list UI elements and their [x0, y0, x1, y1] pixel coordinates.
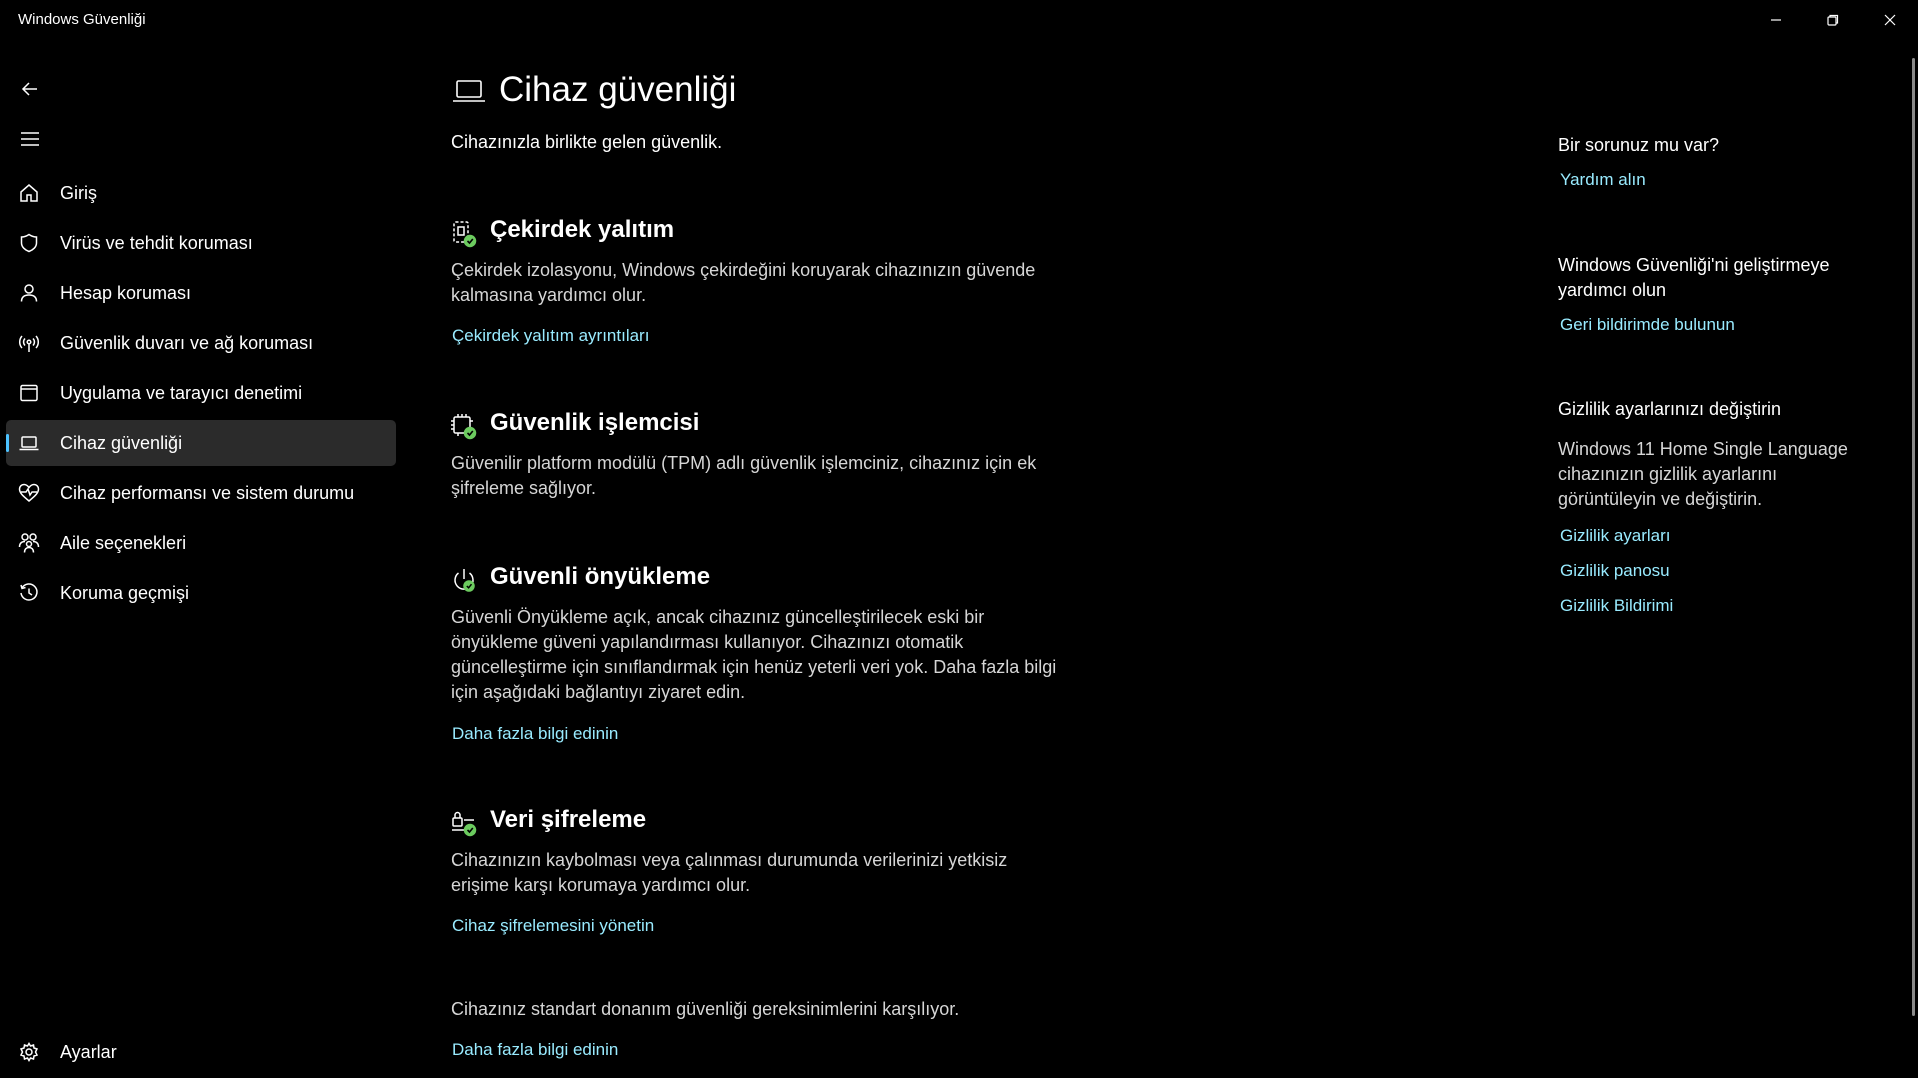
- sidebar-item-account-protection[interactable]: [6, 270, 396, 316]
- laptop-icon: [18, 432, 40, 454]
- back-button[interactable]: [12, 71, 48, 107]
- privacy-description: Windows 11 Home Single Language cihazınızın gizlilik ayarlarını görüntüleyin ve değiştirin.: [1558, 439, 1848, 509]
- sidebar-item-label: Aile seçenekleri: [60, 532, 187, 553]
- close-button[interactable]: [1862, 0, 1918, 40]
- app-window-icon: [18, 382, 40, 404]
- hardware-requirements-text: Cihazınız standart donanım güvenliği gereksinimlerini karşılıyor.: [451, 999, 960, 1019]
- privacy-heading: Gizlilik ayarlarınızı değiştirin: [1558, 399, 1782, 419]
- sidebar-item-device-performance[interactable]: [6, 470, 396, 516]
- section-description: Güvenli Önyükleme açık, ancak cihazınız güncelleştirilecek eski bir önyükleme güveni yapılandırması kullanıyor. Cihazınızı otomatik güncelleştirme için sınıflandırmak için henüz yeterli veri yok. Daha fazla bilgi için aşağıdaki bağlantıyı ziyaret edin.: [451, 607, 1057, 702]
- improve-heading: Windows Güvenliği'ni geliştirmeye yardımcı olun: [1558, 255, 1830, 300]
- sidebar-item-firewall[interactable]: [6, 320, 396, 366]
- laptop-icon: [452, 78, 486, 111]
- get-help-link[interactable]: Yardım alın: [1560, 170, 1646, 189]
- sidebar-item-app-browser-control[interactable]: [6, 370, 396, 416]
- section-title: Güvenlik işlemcisi: [490, 409, 700, 436]
- family-icon: [18, 532, 40, 554]
- menu-button[interactable]: [12, 121, 48, 157]
- sidebar: [0, 40, 400, 1078]
- privacy-dashboard-link[interactable]: Gizlilik panosu: [1560, 561, 1670, 580]
- heart-pulse-icon: [18, 482, 40, 504]
- nav-list: [6, 170, 396, 620]
- sidebar-item-label: Cihaz güvenliği: [60, 432, 183, 453]
- sidebar-item-label: Uygulama ve tarayıcı denetimi: [60, 382, 303, 403]
- give-feedback-link[interactable]: Geri bildirimde bulunun: [1560, 315, 1735, 334]
- close-icon: [1884, 14, 1896, 26]
- section-description: Cihazınızın kaybolması veya çalınması durumunda verilerinizi yetkisiz erişime karşı korumaya yardımcı olur.: [451, 850, 1008, 895]
- home-icon: [18, 182, 40, 204]
- minimize-icon: [1770, 14, 1782, 26]
- app-title: Windows Güvenliği: [18, 11, 146, 28]
- sidebar-item-protection-history[interactable]: [6, 570, 396, 616]
- core-isolation-details-link[interactable]: Çekirdek yalıtım ayrıntıları: [452, 326, 650, 345]
- chip-check-icon: [450, 413, 478, 441]
- section-description: Çekirdek izolasyonu, Windows çekirdeğini koruyarak cihazınızın güvende kalmasına yardımcı olur.: [451, 260, 1036, 305]
- restore-icon: [1827, 14, 1839, 26]
- history-icon: [18, 582, 40, 604]
- power-icon: [450, 567, 478, 595]
- sidebar-item-virus-protection[interactable]: [6, 220, 396, 266]
- footer-learn-more-link[interactable]: Daha fazla bilgi edinin: [452, 1040, 619, 1059]
- section-title: Veri şifreleme: [490, 806, 647, 833]
- manage-device-encryption-link[interactable]: Cihaz şifrelemesini yönetin: [452, 916, 655, 935]
- privacy-settings-link[interactable]: Gizlilik ayarları: [1560, 526, 1671, 545]
- page-title: Cihaz güvenliği: [499, 70, 737, 109]
- page-subtitle: Cihazınızla birlikte gelen güvenlik.: [451, 132, 723, 152]
- core-isolation-check-icon: [450, 220, 478, 248]
- section-title: Çekirdek yalıtım: [490, 216, 675, 243]
- sidebar-item-label: Hesap koruması: [60, 282, 192, 303]
- help-heading: Bir sorunuz mu var?: [1558, 135, 1720, 155]
- wireless-icon: [18, 332, 40, 354]
- gear-icon: [18, 1041, 40, 1063]
- section-title: Güvenli önyükleme: [490, 563, 711, 590]
- encryption-check-icon: [450, 810, 478, 838]
- sidebar-item-label: Virüs ve tehdit koruması: [60, 232, 253, 253]
- scrollbar[interactable]: [1912, 58, 1915, 1016]
- sidebar-item-label: Koruma geçmişi: [60, 582, 190, 603]
- sidebar-item-settings[interactable]: [6, 1029, 396, 1075]
- section-description: Güvenilir platform modülü (TPM) adlı güvenlik işlemciniz, cihazınız için ek şifreleme sağlıyor.: [451, 453, 1037, 498]
- sidebar-item-home[interactable]: [6, 170, 396, 216]
- minimize-button[interactable]: [1748, 0, 1804, 40]
- sidebar-item-label: Cihaz performansı ve sistem durumu: [60, 482, 355, 503]
- title-bar: [0, 0, 1918, 40]
- sidebar-item-label: Giriş: [60, 182, 97, 203]
- sidebar-item-label: Ayarlar: [60, 1041, 117, 1062]
- sidebar-item-device-security[interactable]: [6, 420, 396, 466]
- secure-boot-learn-more-link[interactable]: Daha fazla bilgi edinin: [452, 724, 619, 743]
- person-icon: [18, 282, 40, 304]
- page-header: [450, 70, 1070, 114]
- shield-icon: [18, 232, 40, 254]
- back-arrow-icon: [21, 80, 39, 98]
- sidebar-item-label: Güvenlik duvarı ve ağ koruması: [60, 332, 314, 353]
- restore-button[interactable]: [1805, 0, 1861, 40]
- sidebar-item-family-options[interactable]: [6, 520, 396, 566]
- privacy-statement-link[interactable]: Gizlilik Bildirimi: [1560, 596, 1674, 615]
- hamburger-menu-icon: [20, 131, 40, 147]
